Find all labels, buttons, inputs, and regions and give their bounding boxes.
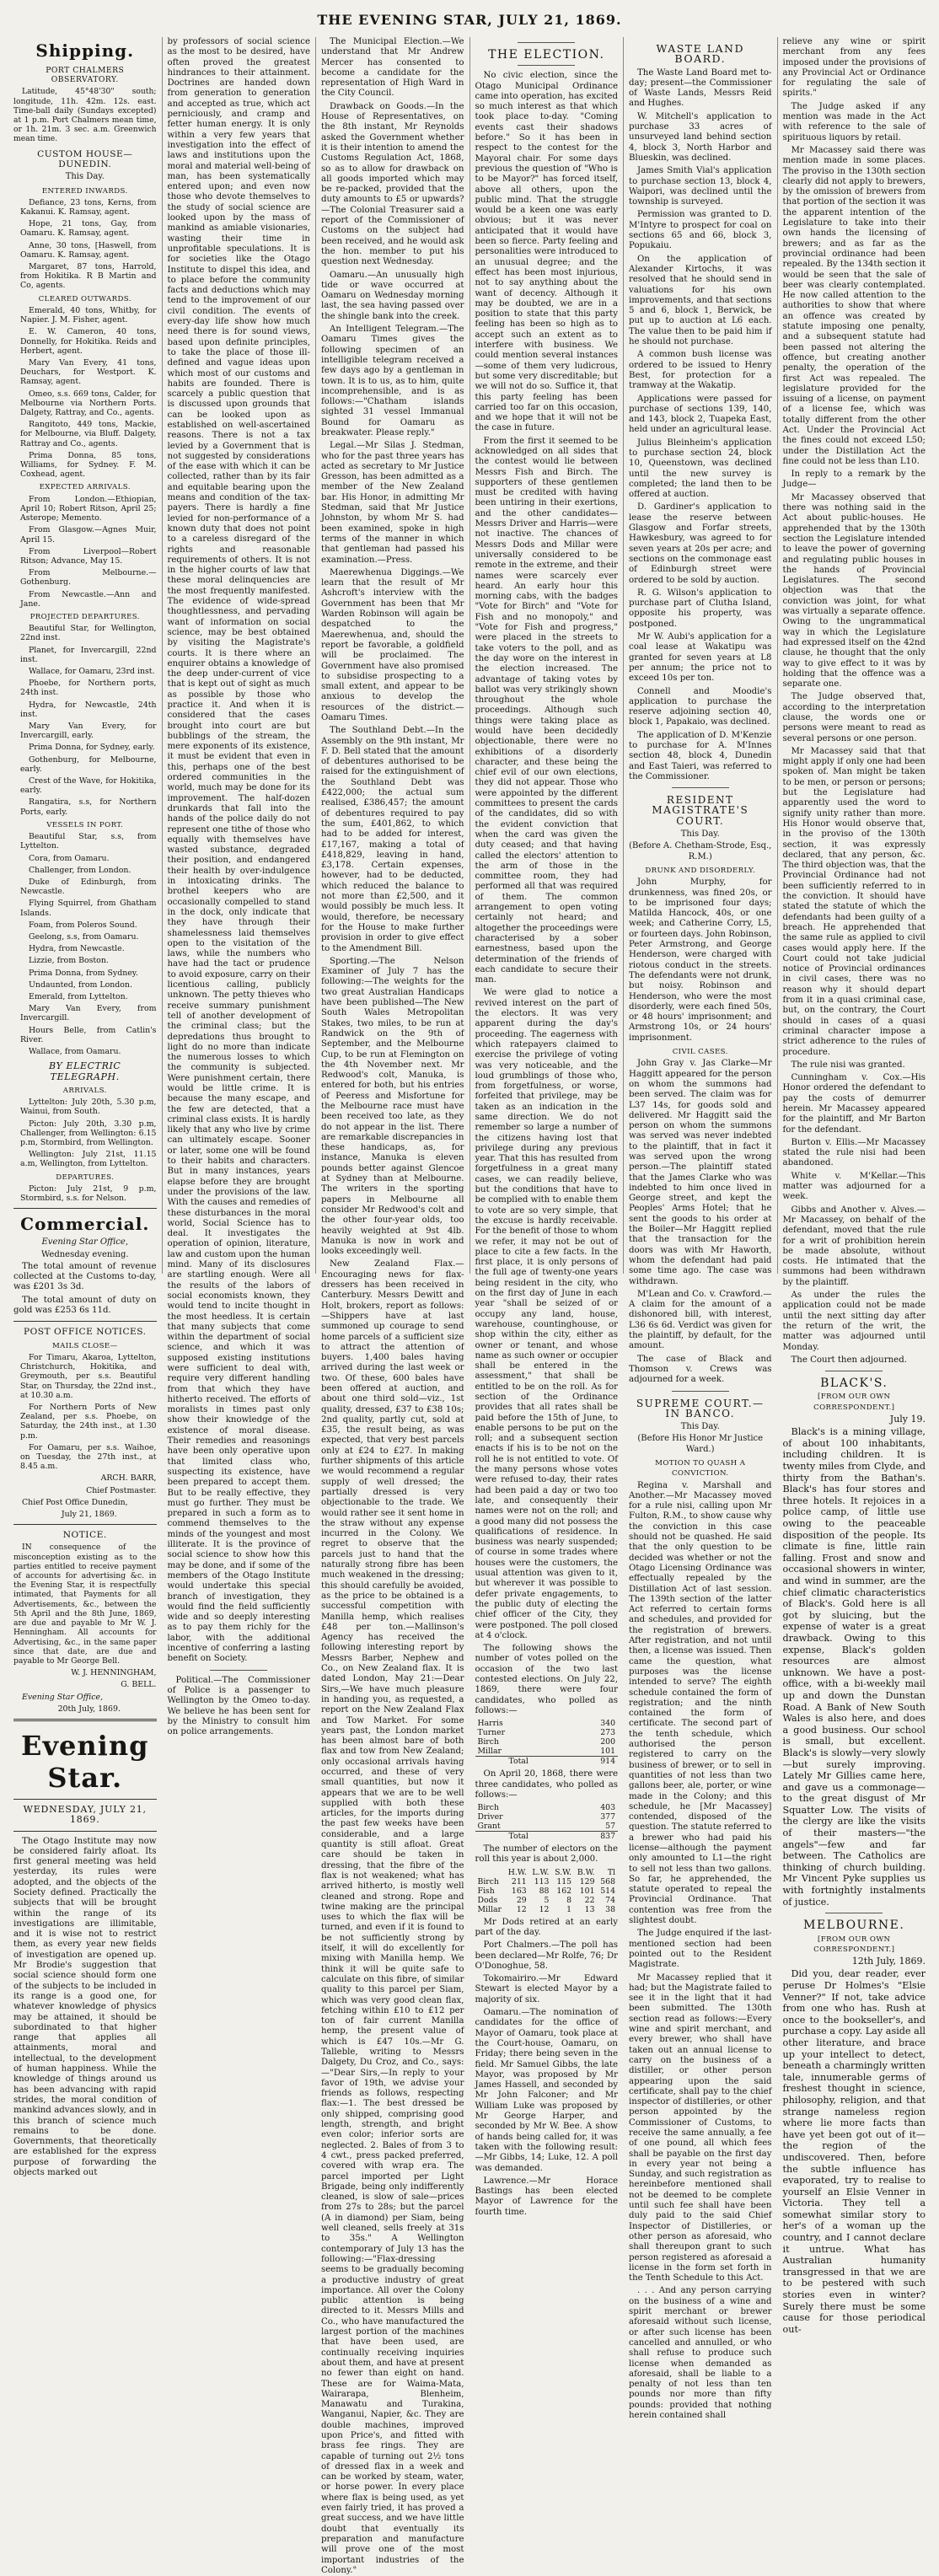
table-row xyxy=(475,1757,619,1767)
wasteland-paragraph: A common bush license was ordered to be issued to Henry Best, for protection for a tramway at the Wakatip. xyxy=(629,350,772,391)
post-mails: MAILS CLOSE— xyxy=(51,1341,118,1350)
signature: ARCH. BARR, xyxy=(100,1473,157,1484)
list-item: Hydra, from Newcastle. xyxy=(29,944,125,954)
arrivals-heading: ARRIVALS. xyxy=(62,1086,107,1095)
supreme-day: This Day. xyxy=(680,1422,720,1432)
list-item: Wallace, from Oamaru. xyxy=(29,1047,121,1057)
court-paragraph: The Judge asked if any mention was made in the Act with reference to the sale of spirituous liquors by retail. xyxy=(782,101,926,142)
news-paragraph: Drawback on Goods.—In the House of Representatives, on the 8th instant, Mr Reynolds asked the Government whether it is their intention to amend the Customs Regulation Act, 1868, so as to allow for drawback on all goods imported which may be re-packed, provided that the duty amounts to £5 or upwards?—The Colonial Treasurer said a report of the Commissioner of Customs on the subject had been received, and he would ask the hon. member to put his question next Wednesday. xyxy=(321,101,464,267)
news-paragraph: Maerewhenua Diggings.—We learn that the result of Mr Ashcroft's interview with the Government has been that Mr Warden Robinson will again be despatched to the Maerewhenua, and, should the report be favorable, a goldfield will be proclaimed. The Government have also promised to subsidise prospecting to a small extent, and appear to be anxious to develop the resources of the district.—Oamaru Times. xyxy=(321,567,464,722)
court-paragraph: The rule nisi was granted. xyxy=(791,1060,905,1070)
list-item: Rangatira, s.s, for Northern Ports, early. xyxy=(20,797,157,817)
list-item: Prima Donna, 85 tons, Williams, for Sydney. F. M. Coxhead, agent. xyxy=(20,450,157,480)
divider xyxy=(672,787,729,788)
projected-list xyxy=(13,624,157,817)
list-item: Mary Van Every, for Invercargill, early. xyxy=(20,722,157,741)
poll-table-1868 xyxy=(475,1803,619,1841)
column-1 xyxy=(13,37,162,2178)
wasteland-paragraph: The Waste Land Board met to-day; present—the Commissioner of Waste Lands, Messrs Reid and Hughes. xyxy=(629,67,772,109)
commercial-office: Evening Star Office, xyxy=(41,1237,128,1248)
court-paragraph: The Judge enquired if the last-mentioned section had been pointed out to the Resident Magistrate. xyxy=(629,1929,772,1970)
list-item: Duke of Edinburgh, from Newcastle. xyxy=(20,877,157,897)
court-paragraph: Mr Macassey observed that there was nothing said in the Act about public-houses. He apprehended that by the 130th section the Legislature intended to leave the power of governing and regulating public houses in the hands of Provincial Legislatures. The second objection was that the conviction was joint, for what was virtually a separate offence. Owing to the ungrammatical way in which the Legislature had expressed itself on the 42nd clause, he thought that the only way to give effect to it was by holding that the offence was a separate one. xyxy=(782,492,926,690)
blacks-text: Black's is a mining village, of about 100 inhabitants, including children. It is twenty miles from Clyde, and thirty from the Bathan's. Black's has four stores and three hotels. It rejoices in a police camp, of little use owing to the peaceable disposition of the people. Its climate is fine, little rain falling. Frost and snow and occasional showers in winter, and wind in summer, are the chief climatic characteristics of Black's. Gold here is all got by sluicing, but the expense of water is a great drawback. Owing to this expense, Black's golden resources are almost unknown. We have a post-office, with a bi-weekly mail up and down the Dunstan Road. A Bank of New South Wales is also here, and does a good business. Our school is small, but excellent. Black's is slowly—very slowly—but surely improving. Lately Mr Gillies came here, and gave us a commonage—to the great disgust of Mr Squatter Low. The visits of the clergy are like the visits of their masters—"the angels"—few and far between. The Catholics are thinking of church building. Mr Vincent Pyke supplies us with fortnightly instalments of justice. xyxy=(782,1426,926,1908)
candidate-name: Driver xyxy=(477,1812,503,1822)
list-item: Defiance, 23 tons, Kerns, from Kakanui. K. Ramsay, agent. xyxy=(20,197,157,217)
projected-heading: PROJECTED DEPARTURES. xyxy=(30,612,140,621)
divider xyxy=(13,1799,157,1800)
court-paragraph: M'Lean and Co. v. Crawford.—A claim for the amount of a dishonored bill, with interest, L36 6s 6d. Verdict was given for the plaintiff, by default, for the amount. xyxy=(629,1289,772,1351)
table-cell: 113 xyxy=(534,1876,550,1886)
table-cell: 22 xyxy=(584,1895,595,1905)
list-item: Hope, 21 tons, Gay, from Oamaru. K. Ramsay, agent. xyxy=(20,219,157,239)
list-item: Lyttelton: July 20th, 5.30 p.m, Wainui, from South. xyxy=(20,1097,157,1117)
election-paragraph: No civic election, since the Otago Municipal Ordinance came into operation, has excited so much interest as that which took place to-day. "Coming events cast their shadows before." So it has been in respect to the contest for the Mayoral chair. For some days previous the question of "Who is to be Mayor?" has forced itself, above all others, upon the public mind. That the struggle would be a keen one was early obvious; but it was never anticipated that it would have been so fierce. Party feeling and personalities were introduced to an unusual degree; and the effect has been most injurious, not to say anything about the want of decency. Although it may be doubted, we are in a position to state that this party feeling has been so high as to accept such an extent as to interfere with business. We could mention several instances—some of them very ludicrous, but some very discreditable; but we will not do so. Suffice it, that this party feeling has been carried too far on this occasion, and we hope that it will not be the case in future. xyxy=(475,71,618,433)
divider xyxy=(13,1524,157,1525)
list-item: For Timaru, Akaroa, Lyttelton, Christchurch, Hokitika, and Greymouth, per s.s. Beautiful Star, on Thursday, the 22nd inst., at 10.30 a.m. xyxy=(20,1352,157,1400)
observatory-text: Latitude, 45°48'30" south; longitude, 11h. 42m. 12s. east. Time-ball daily (Sundays excepted) at 1 p.m. Port Chalmers mean time, or 1h. 21m. 3 sec. a.m. Greenwich mean time. xyxy=(13,87,157,144)
list-item: For Northern Ports of New Zealand, per s.s. Phoebe, on Saturday, the 24th inst., at 1.30 p.m. xyxy=(20,1402,157,1441)
wasteland-heading: WASTE LAND BOARD. xyxy=(656,42,745,66)
table-cell: 29 xyxy=(516,1895,527,1905)
wasteland-paragraph: The application of D. M'Kenzie to purchase for A. M'Innes section 48, block 4, Dunedin and East Taieri, was referred to the Commissioner. xyxy=(629,730,772,781)
table-row xyxy=(475,1812,619,1822)
column-header: S.W. xyxy=(555,1867,572,1877)
list-item: Rangitoto, 449 tons, Mackie, for Melbourne, via Bluff. Dalgety, Rattray and Co., agents. xyxy=(20,420,157,448)
signature: 20th July, 1869. xyxy=(57,1704,121,1714)
court-paragraph: The Court then adjourned. xyxy=(791,1355,907,1365)
candidate-votes: 273 xyxy=(600,1728,615,1738)
court-paragraph: White v. M'Kellar.—This matter was adjourned for a week. xyxy=(782,1171,926,1202)
table-cell: 163 xyxy=(511,1886,527,1896)
signature: W. J. HENNINGHAM, xyxy=(71,1668,157,1678)
notice-text: IN consequence of the misconception existing as to the parties entitled to receive payment of accounts for advertising &c. in the Evening Star, it is respectfully intimated, that Payments for all Advertisements, &c., between the 5th April and the 8th June, 1869, are due and payable to Mr W. J. Henningham. All accounts for Advertising, &c., in the same paper since that date, are due and payable to Mr George Bell. xyxy=(13,1543,157,1666)
table-row xyxy=(475,1719,619,1728)
table-cell: Millar xyxy=(477,1904,502,1914)
list-item: Crest of the Wave, for Hokitika, early. xyxy=(20,776,157,796)
divider xyxy=(13,1321,157,1322)
wasteland-paragraph: Permission was granted to D. M'Intyre to prospect for coal on sections 65 and 66, block 3, Popukaiu. xyxy=(629,210,772,251)
resident-heading: RESIDENT MAGISTRATE'S COURT. xyxy=(652,794,749,827)
column-2 xyxy=(162,37,316,1737)
supreme-heading: SUPREME COURT.—IN BANCO. xyxy=(636,1397,765,1419)
blacks-correspondent: [FROM OUR OWN CORRESPONDENT.] xyxy=(813,1393,895,1412)
column-header xyxy=(475,1868,505,1877)
melbourne-text: Did you, dear reader, ever peruse Dr Holmes's "Elsie Venner?" If not, take advice from one who has. Rush at once to the bookseller's, and purchase a copy. Lay aside all other literature, and brace up your intellect to detect, beneath a charmingly written tale, innumerable germs of freshest thought in science, philosophy, religion, and that strange nameless region where lie more facts than have yet been got out of it—the region of the undiscovered. Then, before the subtle influence has evaporated, try to realise to yourself an Elsie Venner in Victoria. They tell a somewhat similar story to her's of a woman up the country, and I cannot declare it untrue. What has Australian humanity transgressed in that we are to be pestered with such stories even in winter? Surely there must be some cause for those periodical out- xyxy=(782,1968,926,2335)
commercial-text: The total amount of revenue collected at the Customs to-day, was £201 3s 3d. xyxy=(13,1261,157,1292)
news-paragraph: Legal.—Mr Silas J. Stedman, who for the past three years has acted as secretary to Mr Justice Gresson, has been admitted as a member of the New Zealand bar. His Honor, in admitting Mr Stedman, said that Mr Justice Johnston, by whom Mr S. had been examined, spoke in high terms of the manner in which that gentleman had passed his examination.—Press. xyxy=(321,441,464,565)
election-paragraph: We were glad to notice a revived interest on the part of the electors. It was very apparent during the day's proceeding. The eagerness with which ratepayers claimed to exercise the privilege of voting was very noticeable, and the loud grumblings of those who, from forgetfulness, or worse, forfeited that privilege, may be taken as an indication in the same direction. We do not remember so large a number of the citizens having lost that privilege during any previous year. That this has resulted from forgetfulness in a great many cases, we can readily believe, but the conditions that have to be complied with to enable them to vote are so very simple, that the excuse is hardly receivable. For the benefit of those to whom we refer, it may not be out of place to cite a few facts. In the first place, it is only persons of the full age of twenty-one years being resident in the city, who on the first day of June in each year "shall be seized of or occupy any land, house, warehouse, countinghouse, or shop within the city, either as owner or tenant, and whose name as such owner or occupier shall be entered in the assessment," that shall be entitled to be on the roll. As for section of the Ordinance provides that all rates shall be paid before the 15th of June, to enable persons to be put on the roll; and a subsequent section enacts if his is to be not on the roll he is not entitled to vote. Of the many persons whose votes were refused to-day, their rates had been paid a day or two too late, and consequently their names were not on the roll; and a good many did not possess the qualifications of residence. In business was nearly suspended; of course in some trades where houses were the customers, the usual attention was given to it, but wherever it was possible to defer private engagements, to the public duty of electing the chief officer of the City, they were postponed. The poll closed at 4 o'clock. xyxy=(475,988,619,1640)
wasteland-paragraph: Mr W. Aubi's application for a coal lease at Wakatipu was granted for seven years at L8 per annum; the price not to exceed 10s per ton. xyxy=(629,632,772,684)
table-cell: 38 xyxy=(605,1904,615,1914)
list-item: E. W. Cameron, 40 tons, Donnelly, for Hokitika. Reids and Herbert, agent. xyxy=(20,327,157,356)
list-item: Picton: July 21st, 9 p.m, Stormbird, s.s. for Nelson. xyxy=(20,1183,157,1204)
column-3 xyxy=(315,37,470,2575)
column-4 xyxy=(470,37,624,2217)
wasteland-paragraph: Julius Bleinheim's application to purchase section 24, block 10, Queenstown, was declined until the new survey is completed; the land then to be offered at auction. xyxy=(629,437,772,500)
election-paragraph: Oamaru.—The nomination of candidates for the office of Mayor of Oamaru, took place at the Court-house, Oamaru, on Friday; there being seven in the field. Mr Samuel Gibbs, the late Mayor, was proposed by Mr James Hassell, and seconded by Mr John Falconer; and Mr William Luke was proposed by Mr George Harper, and seconded by Mr W. Bee. A show of hands being called for, it was taken with the following result:—Mr Gibbs, 14; Luke, 12. A poll was demanded. xyxy=(475,2008,618,2173)
news-paragraph: The Municipal Election.—We understand that Mr Andrew Mercer has consented to become a candidate for the representation of High Ward in the City Council. xyxy=(321,37,464,99)
notice-heading: NOTICE. xyxy=(62,1530,107,1541)
court-paragraph: Mr Macassey said there was mention made in some places. The proviso in the 130th section clearly did not apply to brewers, by the omission of brewers from that portion of the section it was the apparent intention of the Legislature to take into their own hands the licensing of brewers; and as far as the provincial ordinance had been repealed. By the 134th section it would be seen that the sale of beer was clearly contemplated. He now called attention to the authorities to show that where an offence was created by statute imposing one penalty, and a subsequent statute had been passed not altering the offence, but creating another penalty, the operation of the first Act was repealed. The legislature provided for the issuing of a license, on payment of a license fee, which was totally different from the other Act. Under the Provincial Act the fines could not exceed L50; under the Distillation Act the fine could not be less than L10. xyxy=(782,145,926,466)
table-row xyxy=(475,1728,619,1737)
melbourne-correspondent: [FROM OUR OWN CORRESPONDENT.] xyxy=(813,1935,895,1954)
election-paragraph: Lawrence.—Mr Horace Bastings has been elected Mayor of Lawrence for the fourth time. xyxy=(475,2176,618,2217)
signature: G. BELL. xyxy=(121,1680,157,1690)
court-paragraph: Mr Macassey replied that it had; but the Magistrate failed to see it in the light that it had been submitted. The 130th section read as follows:—Every wine and spirit merchant, and every brewer, who shall have taken out an annual license to carry on the business of a distiller, or other person appearing upon the said certificate, shall pay to the chief inspector of distilleries, or other person appointed by the Commissioner of Customs, to receive the same annually, a fee of one pound, all which fees shall be payable on the first day in every year not being a Sunday, and such registration as hereinbefore mentioned shall not be deemed to be complete until such fee shall have been duly paid to the said Chief Inspector of Distilleries, or other person as aforesaid, who shall thereupon grant to such person registered as aforesaid a license in the form set forth in the Tenth Schedule to this Act. xyxy=(629,1972,772,2284)
list-item: Mary Van Every, from Invercargill. xyxy=(20,1004,157,1023)
editorial-date: WEDNESDAY, JULY 21, 1869. xyxy=(23,1803,147,1826)
table-cell: 101 xyxy=(579,1886,595,1896)
table-cell: 13 xyxy=(584,1904,595,1914)
list-item: From Glasgow.—Agnes Muir, April 15. xyxy=(20,525,157,545)
table-row xyxy=(475,1737,619,1747)
court-paragraph: Gibbs and Another v. Alves.—Mr Macassey, on behalf of the defendant, moved that the rule for a writ of prohibition herein be made absolute, without costs. He intimated that the summons had been withdrawn by the plaintiff. xyxy=(782,1205,926,1287)
columns xyxy=(13,37,926,2575)
wasteland-paragraph: D. Gardiner's application to lease the reserve between Glasgow and Forfar streets, Hawkesbury, was agreed to for seven years at 20s per acre; and sections on the commonage east of Edinburgh street were ordered to be sold by auction. xyxy=(629,502,772,585)
motion-heading: MOTION TO QUASH A CONVICTION. xyxy=(655,1459,746,1479)
news-paragraph: New Zealand Flax.—Encouraging news for flax-dressers has been received in Canterbury. Messrs Dewitt and Holt, brokers, report as follows:—Shippers have at last summoned up courage to send home parcels of a sufficient size to attract the attention of buyers. 1,400 bales having arrived during the last week or two. Of these, 600 bales have been offered at auction, and about one third sold—viz., 1st quality, dressed, £37 to £38 10s; 2nd quality, partly cut, sold at £35, the result being, as was expected, that very best parcels only at £24 to £27. In making further shipments of this article we would recommend a regular supply of well dressed; the partially dressed is very objectionable to the trade. We would rather see it sent home in the straw without any expense incurred in the Colony. We regret to observe that the parcels just to hand that the naturally strong fibre has been much weakened in the dressing; this should carefully be avoided, as the price to be obtained is a successful competition with Manilla hemp, which realises £48 per ton.—Mallinson's Agency has received the following interesting report by Messrs Barber, Nephew and Co., on New Zealand flax. It is dated London, May 21:—Dear Sirs,—We have much pleasure in handing you, as requested, a report on the New Zealand Flax and Tow Market. For some years past, the London market has been almost bare of both flax and tow from New Zealand; only occasional arrivals having occurred, and these of very small quantities, but now it appears that we are to be well supplied with both these articles, for the imports during the past few weeks have been considerable, and a large quantity is still afloat. Great care should be taken in dressing, that the fibre of the flax is not weakened; what has arrived hitherto, is mostly well cleaned and strong. Rope and twine making are the principal uses to which the flax will be turned, and even if it is found to be not sufficiently strong by itself, it will do excellently for mixing with Manilla hemp. We think it will be quite safe to calculate on this fibre, of similar quality to this parcel per Siam, which was very good clean flax, fetching within £10 to £12 per ton of fair current Manilla hemp, the present value of which is £47 10s.—Mr G. Talleble, writing to Messrs Dalgety, Du Croz, and Co., says:—"Dear Sirs,—In reply to your favor of 19th, we advise your friends as follows, respecting flax:—1. The best dressed be only shipped, comprising good length, strength, and bright even color; inferior sorts are neglected. 2. Bales of from 3 to 4 cwt., press packed preferred, covered with wrap era. The parcel imported per Light Brigade, being only indifferently cleaned, is slow of sale—prices from 27s to 28s; but the parcel (A in diamond) per Siam, being well cleaned, sells freely at 31s to 35s." A Wellington contemporary of July 13 has the following:—"Flax-dressing seems to be gradually becoming a productive industry of great importance. All over the Colony public attention is being directed to it. Messrs Mills and Co., who have manufactured the largest portion of the machines that have been used, are continually receiving inquiries about them, and have at present no fewer than eight on hand. These are for Waima-Mata, Wairarapa, Blenheim, Manawatu and Turakina, Wanganui, Napier, &c. They are double machines, improved upon Price's, and fitted with brass fee rings. They are capable of turning out 2½ tons of dressed flax in a week and can be worked by steam, water, or horse power. In every place where flax is being used, as yet even fairly tried, it has proved a great success, and we have little doubt that eventually its preparation and manufacture will prove one of the most important industries of the Colony." xyxy=(321,1259,464,2575)
divider xyxy=(518,42,575,43)
list-item: Mary Van Every, 41 tons, Deuchars, for Westport. K. Ramsay, agent. xyxy=(20,357,157,387)
list-item: Picton: July 20th, 3.30 p.m, Challenger, from Wellington: 6.15 p.m, Stormbird, from Wellington. xyxy=(20,1119,157,1147)
political-paragraph: Political.—The Commissioner of Police is a passenger to Wellington by the Omeo to-day. We believe he has been sent for by the Ministry to consult him on police arrangements. xyxy=(167,1675,310,1737)
table-row xyxy=(475,1886,619,1896)
court-paragraph: The Judge observed that, according to the interpretation clause, the words one or persons were meant to read as several persons or one person. xyxy=(782,692,926,743)
candidate-name: Millar xyxy=(477,1747,502,1757)
expected-heading: EXPECTED ARRIVALS. xyxy=(39,483,131,492)
candidate-votes: 403 xyxy=(600,1803,615,1813)
wasteland-paragraph: Connell and Moodie's application to purchase the reserve adjoining section 40, block 1, Papakaio, was declined. xyxy=(629,686,772,727)
list-item: Prima Donna, for Sydney, early. xyxy=(29,743,155,753)
table-cell: 5 xyxy=(544,1895,550,1905)
table-cell: 74 xyxy=(605,1895,615,1905)
observatory-heading: PORT CHALMERS OBSERVATORY. xyxy=(46,66,125,85)
commercial-day: Wednesday evening. xyxy=(40,1249,129,1259)
masthead: THE EVENING STAR, JULY 21, 1869. xyxy=(317,12,622,28)
port-list xyxy=(13,832,157,1056)
column-header: Tl xyxy=(607,1867,615,1877)
supreme-before: (Before His Honor Mr Justice Ward.) xyxy=(637,1434,764,1454)
column-5 xyxy=(623,37,777,2421)
news-paragraph: An Intelligent Telegram.—The Oamaru Times gives the following specimen of an intelligible telegram received a few days ago by a gentleman in town. It is to us, as to him, quite incomprehensible, and is as follows:—"Chatham islands sighted 31 vessel Immanual Bound for Oamaru as breakwater. Please reply." xyxy=(321,325,464,437)
election-paragraph: Mr Dods retired at an early part of the day. xyxy=(475,1917,618,1937)
table-cell: 88 xyxy=(539,1886,550,1896)
table-row xyxy=(475,1803,619,1812)
candidate-name: Birch xyxy=(477,1737,499,1747)
election-paragraph: The following shows the number of votes polled on the occasion of the two last contested elections. On July 22, 1869, there were four candidates, who polled as follows:— xyxy=(475,1644,618,1715)
table-cell: 211 xyxy=(511,1876,527,1886)
list-item: Beautiful Star, for Wellington, 22nd inst. xyxy=(20,624,157,643)
list-item: Foam, from Poleros Sound. xyxy=(29,920,137,930)
post-heading: POST OFFICE NOTICES. xyxy=(23,1327,147,1338)
list-item: Hydra, for Newcastle, 24th inst. xyxy=(20,700,157,719)
divider xyxy=(672,1391,729,1392)
list-item: From Melbourne.—Gothenburg. xyxy=(20,568,157,588)
editorial-text: by professors of social science as the most to be desired, have often proved the greatest hindrances to their attainment. Doctrines are handed down from generation to generation and accepted as true, which act perniciously, and cramp and fetter human energy. It is only within a very few years that investigation into the effect of laws and institutions upon the moral and material well-being of man, has been systematically entered upon; and even now those who devote themselves to the study of social science are looked upon by the mass of mankind as amiable visionaries, wasting their time in unprofitable speculations. It is for societies like the Otago Institute to dispel this idea, and to place before the community facts and deductions which may tend to the improvement of our civil condition. The events of every-day life show how much need there is for sound views, based upon definite principles, to take the place of those ill-defined and vague ideas upon which most of our customs and habits are founded. There is scarcely a public question that is discussed upon grounds that can be looked upon as established on well-ascertained reasons. There is not a tax levied by a Government that is not suggested by considerations of the ease with which it can be collected, rather than by its fair and equitable bearing upon the means and condition of the tax-payers. There is hardly a fine levied for non-performance of a known duty that does not point to a careless disregard of the rights and reasonable requirements of others. It is not in the higher courts of law that these moral delinquencies are the most frequently manifested. The evidence of wide-spread thoughtlessness, and pervading want of information on social science, may be best obtained by visiting the Magistrate's courts. It is there where an enquirer obtains a knowledge of the deep under-current of vice that is kept out of sight as much as possible by those who practice it. And when it is considered that the cases brought into court are but bubblings of the stream, the mere exponents of its existence, it must be evident that even in this, perhaps one of the best ordered communities in the world, much may be done for its improvement. The half-dozen drunkards that fall into the hands of the police daily do not represent one tithe of those who equally with themselves have wasted substance, degraded their position, and endangered their health by over-indulgence in intoxicating drinks. The brothel keepers who are occasionally compelled to stand in the dock, only indicate that they have through their shamelessness laid themselves open to the visitation of the laws, while the numbers who have had the tact or prudence to avoid exposure, carry on their licentious calling, publicly unknown. The petty thieves who receive summary punishment tell of another development of the criminal class; but the depredations thus brought to light do no more than indicate the numerous losses to which the community is subjected. Were punishment certain, there would be little crime. It is because the many escape, and the few are detected, that a criminal class exists. It is hardly likely that any who live by crime can ultimately escape. Sooner or later, some one will be found to their habits and characters. But in many instances, years elapse before they are brought under the provisions of the law. With the causes and remedies of these disturbances in the moral world, Social Science has to deal. It investigates the operation of opinion, literature, law and custom upon the human mind. Many of its disclosures are startling enough. Were all the results of the labors of social economists known, they would tend to incite thought in the most heedless. It is certain that many subjects that come within the department of social science, and which it was supposed existing institutions were sufficient to deal with, require very different handling from that which they have hitherto received. The efforts of moralists in times past only show their knowledge of the existence of moral disease. Their remedies and reasonings have been only operative upon that limited class who, suspecting its existence, have been prepared to accept them. But to be really effective, they must go further. They must be prepared in such a form as to commend themselves to the minds of the youngest and most illiterate. It is the province of social science to show how this may be done, and if some of the members of the Otago Institute would undertake this special branch of investigation, they would find the field sufficiently wide and so deeply interesting as to pay them richly for the labor, with the additional incentive of conferring a lasting benefit on Society. xyxy=(167,37,310,1664)
customs-day: This Day. xyxy=(65,172,105,182)
court-paragraph: Burton v. Ellis.—Mr Macassey stated the rule nisi had been abandoned. xyxy=(782,1137,926,1168)
melbourne-date: 12th July, 1869. xyxy=(851,1956,926,1967)
table-cell: 8 xyxy=(566,1895,572,1905)
court-paragraph: . . . And any person carrying on the business of a wine and spirit merchant or brewer aforesaid without such license, or after such license has been cancelled and annulled, or who shall refuse to produce such license when demanded as aforesaid, shall be liable to a penalty of not less than ten pounds nor more than fifty pounds: provided that nothing herein contained shall xyxy=(629,2286,772,2421)
list-item: Emerald, 40 tons, Whitby, for Napier. J. M. Fisher, agent. xyxy=(20,305,157,325)
court-paragraph: As under the rules the application could not be made until the next sitting day after the return of the writ, the matter was adjourned until Monday. xyxy=(782,1291,926,1352)
list-item: Wellington: July 21st, 11.15 a.m, Wellington, from Lyttelton. xyxy=(20,1150,157,1169)
blacks-heading: BLACK'S. xyxy=(820,1377,888,1391)
column-header: L.W. xyxy=(532,1867,550,1877)
list-item: Omeo, s.s. 669 tons, Calder, for Melbourne via Northern Ports. Dalgety, Rattray, and Co., agents. xyxy=(20,389,157,417)
total-votes: 837 xyxy=(580,1832,618,1842)
list-item: Margaret, 87 tons, Harrold, from Hokitika. R B Martin and Co, agents. xyxy=(20,262,157,291)
paper-title: Evening Star. xyxy=(21,1729,149,1794)
wasteland-paragraph: W. Mitchell's application to purchase 33 acres of unsurveyed land behind section 4, block 3, North Harbor and Blueskin, was declined. xyxy=(629,111,772,163)
candidate-name: Birch xyxy=(477,1803,499,1813)
list-item: Prima Donna, from Sydney. xyxy=(29,968,138,978)
candidate-votes: 57 xyxy=(605,1822,615,1832)
total-label: Total xyxy=(475,1757,581,1767)
cleared-heading: CLEARED OUTWARDS. xyxy=(38,294,131,303)
table-row xyxy=(475,1896,619,1905)
total-label: Total xyxy=(475,1832,581,1842)
table-cell: 115 xyxy=(556,1876,572,1886)
commercial-title: Commercial. xyxy=(20,1214,150,1235)
table-row xyxy=(475,1832,619,1842)
resident-day: This Day. xyxy=(680,829,720,840)
table-cell: 12 xyxy=(516,1904,527,1914)
list-item: Beautiful Star, s.s, from Lyttelton. xyxy=(20,832,157,851)
divider xyxy=(13,1719,157,1721)
list-item: Flying Squirrel, from Ghatham Islands. xyxy=(20,899,157,918)
resident-before: (Before A. Chetham-Strode, Esq., R.M.) xyxy=(629,841,772,861)
court-paragraph: John Gray v. Jas Clarke—Mr Haggitt appeared for the person on whom the summons had been served. The claim was for L37 14s, for goods sold and delivered. Mr Haggitt said the person on whom the summons was served was never indebted to the plaintiff, that in fact it was served upon the wrong person.—The plaintiff stated that the James Clarke who was indebted to him once lived in George street, and kept the Peoples' Arms Hotel; that he sent the goods to his order at the Boiler—Mr Haggitt replied that the transaction for the doors was with Mr Haworth, whom the defendant had paid some time ago. The case was withdrawn. xyxy=(629,1059,772,1286)
candidate-name: Grant xyxy=(477,1822,501,1832)
customs-heading: CUSTOM HOUSE—DUNEDIN. xyxy=(37,148,133,169)
news-paragraph: Sporting.—The Nelson Examiner of July 7 has the following:—The weights for the two great Australian Handicaps have been published—The New South Wales Metropolitan Stakes, two miles, to be run at Randwick on the 9th of September, and the Melbourne Cup, to be run at Flemington on the 4th November next. Mr Redwood's colt, Manuka, is entered for both, but his entries of Peeress and Misfortune for the Melbourne race must have been received too late, as they do not appear in the list. There are remarkable discrepancies in these handicaps, as, for instance, Manuka is eleven pounds better against Glencoe at Sydney than at Melbourne. The writers in the sporting papers in Melbourne all consider Mr Redwood's colt and the other four-year olds, too heavily weighted at 9st 4lb. Manuka is now in work and looks exceedingly well. xyxy=(321,956,464,1257)
table-cell: 1 xyxy=(566,1904,572,1914)
table-cell: Birch xyxy=(477,1876,499,1886)
editorial-text: The Otago Institute may now be considered fairly afloat. Its first general meeting was held yesterday, its rules were adopted, and the objects of the Society defined. Practically the subjects that will be brought within the range of its investigations are illimitable, and it is wise not to restrict them, as every year new fields of investigation are opened up. Mr Brodie's suggestion that social science should form one of the subjects to be included in its range is a good one, for whatever knowledge of physics may be attained, it should be subordinated to that higher range that applies all attainments, moral and intellectual, to the development of human happiness. While the knowledge of things around us has been advancing with rapid strides, the moral condition of mankind advances slowly, and in this branch of science much remains to be done. Governments, that theoretically are established for the express purpose of forwarding the objects marked out xyxy=(13,1836,157,2178)
list-item: From Newcastle.—Ann and Jane. xyxy=(20,589,157,609)
table-cell: 568 xyxy=(600,1876,615,1886)
signature: Evening Star Office, xyxy=(22,1692,104,1702)
list-item: Cora, from Oamaru. xyxy=(29,853,110,863)
list-item: Challenger, from London. xyxy=(29,865,131,875)
departures-heading: DEPARTURES. xyxy=(56,1173,115,1182)
table-row xyxy=(475,1747,619,1757)
court-paragraph: In reply to a remark by the Judge— xyxy=(782,470,926,490)
wasteland-paragraph: Applications were passed for purchase of sections 139, 140, and 143, block 2, Tuapeka East, held under an agricultural lease. xyxy=(629,394,772,435)
court-paragraph: Mr Macassey said that that might apply if only one had been spoken of. Man might be taken to be men, or person or persons; but the Legislature had apparently used the word to signify unity rather than more. His Honor would observe that, in the proviso of the 130th section, it was expressly declared, that any person, &c. The third objection was, that the Provincial Ordinance had not been sufficiently referred to in the conviction. It should have stated the statute of which the defendants had been guilty of a breach. He apprehended that the same rule as applied to civil cases would apply here. If the Court could not take judicial notice of Provincial ordinances in civil cases, there was no reason why it should depart from it in a quasi criminal case, but, on the contrary, the Court should in cases of a quasi criminal character impose a strict adherence to the rules of procedure. xyxy=(782,746,926,1057)
election-paragraph: From the first it seemed to be acknowledged on all sides that the contest would lie between Messrs Fish and Birch. The supporters of these gentlemen must be credited with having been untiring in their exertions, and the other candidates—Messrs Driver and Harris—were not inactive. The chances of Messrs Dods and Millar were universally considered to be remote in the extreme, and their names were scarcely ever heard. An early hour this morning cabs, with the badges "Vote for Birch" and "Vote for Fish and no monopoly," and "Vote for Fish and progress," were placed in the streets to take voters to the poll, and as the day wore on the interest in the election increased. The advantage of taking votes by ballot was very strikingly shown throughout the whole proceedings. Although such things were taking place as would have been decidedly objectionable, there were no exhibitions of a disorderly character, and these being the chief evil of our own elections, they did not appear. Those who were appointed by the different committees to present the cards of the candidates, did so with the evident conviction that when the card was given the duty ceased; and that having called the electors' attention to the arm of those in the committee room, they had performed all that was required of them. The common arrangement to open voting certainly not heard; and altogether the proceedings were characterised by a sober earnestness, based upon the determination of the friends of each candidate to secure their man. xyxy=(475,436,618,985)
entered-list xyxy=(13,198,157,291)
table-cell: 162 xyxy=(556,1886,572,1896)
list-item: Undaunted, from London. xyxy=(29,979,132,990)
entered-heading: ENTERED INWARDS. xyxy=(41,186,128,196)
election-paragraph: Tokomairiro.—Mr Edward Stewart is elected Mayor by a majority of six. xyxy=(475,1974,618,2004)
election-paragraph: Port Chalmers.—The poll has been declared—Mr Rolfe, 76; Dr O'Donoghue, 58. xyxy=(475,1940,618,1971)
telegraph-heading: BY ELECTRIC TELEGRAPH. xyxy=(49,1060,121,1082)
blacks-date: July 19. xyxy=(889,1414,926,1425)
court-paragraph: Cunningham v. Cox.—His Honor ordered the defendant to pay the costs of demurrer herein. Mr Macassey appeared for the plaintiff, and Mr Barton for the defendant. xyxy=(782,1073,926,1135)
news-paragraph: The Southland Debt.—In the Assembly on the 9th instant, Mr F. D. Bell stated that the amount of debentures authorised to be raised for the extinguishment of the Southland Debt was £422,000; the actual sum realised, £386,457; the amount of debentures required to pay the sum, £401,862, to which had to be added for interest, £17,167, making a total of £418,829, leaving in hand, £3,178. Certain expenses, however, had to be deducted, which reduced the balance to not more than £2,500, and it would possibly be much less. It would, therefore, be necessary for the House to make further provision in order to give effect to the Amendment Bill. xyxy=(321,726,464,953)
civil-heading: CIVIL CASES. xyxy=(672,1048,728,1057)
melbourne-heading: MELBOURNE. xyxy=(803,1919,905,1933)
list-item: Lizzie, from Boston. xyxy=(29,956,109,966)
election-paragraph: The number of electors on the roll this year is about 2,000. xyxy=(475,1844,618,1865)
cleared-list xyxy=(13,306,157,479)
table-cell: Fish xyxy=(477,1886,495,1896)
list-item: Emerald, from Lyttelton. xyxy=(29,992,128,1002)
table-header-row xyxy=(475,1868,619,1877)
port-heading: VESSELS IN PORT. xyxy=(46,820,124,829)
wasteland-paragraph: On the application of Alexander Kirtochs, it was resolved that he should send in valuations for his own improvements, and that sections 5 and 6, block 1, Berwick, be put up to auction at L6 each. The value then to be paid him if he should not purchase. xyxy=(629,254,772,347)
ward-results-table xyxy=(475,1868,619,1914)
expected-list xyxy=(13,495,157,609)
column-6 xyxy=(777,37,926,2335)
candidate-name: Harris xyxy=(477,1719,503,1729)
list-item: Anne, 30 tons, [Haswell, from Oamaru. K. Ramsay, agent. xyxy=(20,240,157,260)
signature: Chief Postmaster. xyxy=(86,1485,157,1495)
court-paragraph: John Murphy, for drunkenness, was fined 20s, or to be imprisoned four days; Matilda Hancock, 40s, or one week; and Catherine Corry, L5, or fourteen days. John Robinson, Peter Armstrong, and George Henderson, were charged with riotous conduct in the streets. The defendants were not drunk, but noisy. Robinson and Henderson, who were the most disorderly, were each fined 50s, or 48 hours' imprisonment; and Armstrong 10s, or 24 hours' imprisonment. xyxy=(629,877,772,1043)
list-item: From Liverpool—Robert Ritson; Advance, May 15. xyxy=(20,546,157,566)
election-heading: THE ELECTION. xyxy=(488,48,605,62)
table-cell: 12 xyxy=(539,1904,550,1914)
table-cell: 129 xyxy=(579,1876,595,1886)
divider xyxy=(518,65,575,66)
wasteland-paragraph: James Smith Vial's application to purchase section 13, block 4, Waipori, was declined until the township is surveyed. xyxy=(629,166,772,207)
court-paragraph: The case of Black and Thomson v. Crews was adjourned for a week. xyxy=(629,1354,772,1385)
list-item: For Oamaru, per s.s. Waihoe, on Tuesday, the 27th inst., at 8.45 a.m. xyxy=(20,1442,157,1472)
list-item: Hours Belle, from Catlin's River. xyxy=(20,1025,157,1044)
table-row xyxy=(475,1822,619,1832)
candidate-name: Turner xyxy=(477,1728,506,1738)
divider xyxy=(13,1208,157,1209)
list-item: Planet, for Invercargill, 22nd inst. xyxy=(20,645,157,664)
list-item: Phoebe, for Northern ports, 24th inst. xyxy=(20,679,157,698)
column-header: H.W. xyxy=(507,1867,527,1877)
poll-table-1869 xyxy=(475,1719,619,1766)
list-item: Gothenburg, for Melbourne, early. xyxy=(20,754,157,774)
list-item: From London.—Ethiopian, April 10; Robert Ritson, April 25; Asterope; Memento. xyxy=(20,494,157,523)
candidate-votes: 340 xyxy=(600,1719,615,1729)
news-paragraph: Oamaru.—An unusually high tide or wave occurred at Oamaru on Wednesday morning last, the sea having passed over the shingle bank into the creek. xyxy=(321,270,464,321)
shipping-title: Shipping. xyxy=(35,40,135,61)
election-paragraph: On April 20, 1868, there were three candidates, who polled as follows:— xyxy=(475,1769,618,1800)
column-header: B.W. xyxy=(577,1867,595,1877)
list-item: Wallace, for Oamaru, 23rd inst. xyxy=(29,667,155,677)
table-row xyxy=(475,1905,619,1914)
court-paragraph: relieve any wine or spirit merchant from any fees imposed under the provisions of any Provincial Act or Ordinance for regulating the sale of spirits." xyxy=(782,37,926,99)
drunk-heading: DRUNK AND DISORDERLY. xyxy=(645,866,756,875)
candidate-votes: 101 xyxy=(600,1747,615,1757)
wasteland-paragraph: R. G. Wilson's application to purchase part of Clutha Island, opposite his property, was postponed. xyxy=(629,588,772,629)
table-row xyxy=(475,1877,619,1886)
table-cell: 514 xyxy=(600,1886,615,1896)
divider xyxy=(13,1831,157,1832)
candidate-votes: 200 xyxy=(600,1737,615,1747)
candidate-votes: 377 xyxy=(600,1812,615,1822)
commercial-text: The total amount of duty on gold was £253 6s 11d. xyxy=(13,1295,157,1316)
court-paragraph: Regina v. Marshall and Another.—Mr Macassey moved for a rule nisi, calling upon Mr Fulton, R.M., to show cause why the conviction in this case should not be quashed. He said that the only question to be decided was whether or not the Otago Licensing Ordinance was effectually repealed by the Distillation Act of last session. The 139th section of the latter Act referred to certain forms and schedules, and provided for the registration of brewers. After registration, and not until then, a license was issued. Then came the question, what purposes was the license intended to serve? The eighth schedule contained the form of registration; and the ninth contained the form of certificate. The second part of the tenth schedule, which authorised the person registered to carry on the business of brewer, or to sell in quantities of not less than two gallons beer, ale, porter, or wine made in the Colony; and this schedule, he [Mr Macassey] contended, disposed of the question. The statute referred to a brewer who had paid his license—although the payment only amounted to L1—the right to sell not less than two gallons. So far, he apprehended, the statute operated to repeal the Provincial Ordinance. That contention was free from the slightest doubt. xyxy=(629,1480,772,1926)
list-item: Geelong, s.s, from Oamaru. xyxy=(29,932,139,942)
table-cell: Dods xyxy=(477,1895,498,1905)
signature: July 21, 1869. xyxy=(61,1509,117,1519)
divider xyxy=(210,1670,267,1671)
signature: Chief Post Office Dunedin, xyxy=(22,1497,128,1507)
total-votes: 914 xyxy=(580,1757,618,1767)
